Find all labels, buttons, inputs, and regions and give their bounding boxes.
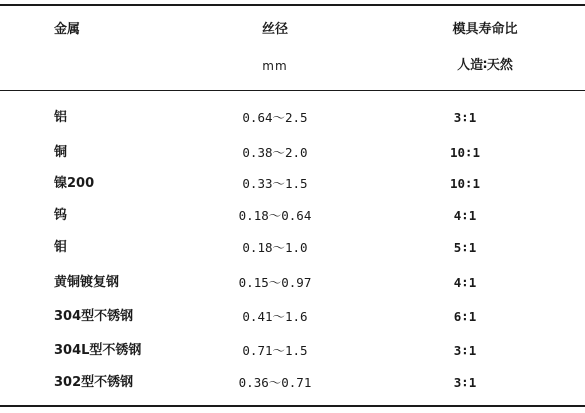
table-top-rule	[0, 4, 585, 6]
ratio-cell: 10∶1	[449, 145, 481, 160]
metal-cell: 黄铜镀复钢	[54, 275, 120, 290]
header-life-ratio: 模具寿命比	[452, 22, 518, 37]
diameter-cell: 0.41～1.6	[242, 309, 308, 324]
diameter-cell: 0.18～0.64	[238, 208, 312, 223]
ratio-cell: 3∶1	[453, 375, 477, 390]
metal-cell: 304型不锈钢	[54, 309, 134, 324]
table-bottom-rule	[0, 405, 585, 407]
header-diameter-unit: mm	[262, 59, 288, 73]
metal-cell: 铝	[54, 110, 68, 125]
ratio-cell: 4∶1	[453, 208, 477, 223]
metal-cell: 铜	[54, 145, 68, 160]
diameter-cell: 0.18～1.0	[242, 240, 308, 255]
metal-cell: 302型不锈钢	[54, 375, 134, 390]
ratio-cell: 4∶1	[453, 275, 477, 290]
metal-cell: 钨	[54, 208, 68, 223]
diameter-cell: 0.64～2.5	[242, 110, 308, 125]
diameter-cell: 0.33～1.5	[242, 176, 308, 191]
ratio-cell: 10∶1	[449, 176, 481, 191]
ratio-cell: 3∶1	[453, 343, 477, 358]
table-header-rule	[0, 90, 585, 91]
ratio-cell: 5∶1	[453, 240, 477, 255]
diameter-cell: 0.36～0.71	[238, 375, 312, 390]
header-life-ratio-sub: 人造∶天然	[457, 58, 513, 73]
metal-cell: 镍200	[54, 176, 95, 191]
metal-cell: 304L型不锈钢	[54, 343, 142, 358]
ratio-cell: 3∶1	[453, 110, 477, 125]
header-metal: 金属	[54, 22, 81, 37]
header-diameter: 丝径	[261, 22, 288, 37]
diameter-cell: 0.71～1.5	[242, 343, 308, 358]
diameter-cell: 0.15～0.97	[238, 275, 312, 290]
metal-cell: 钼	[54, 240, 68, 255]
ratio-cell: 6∶1	[453, 309, 477, 324]
diameter-cell: 0.38～2.0	[242, 145, 308, 160]
